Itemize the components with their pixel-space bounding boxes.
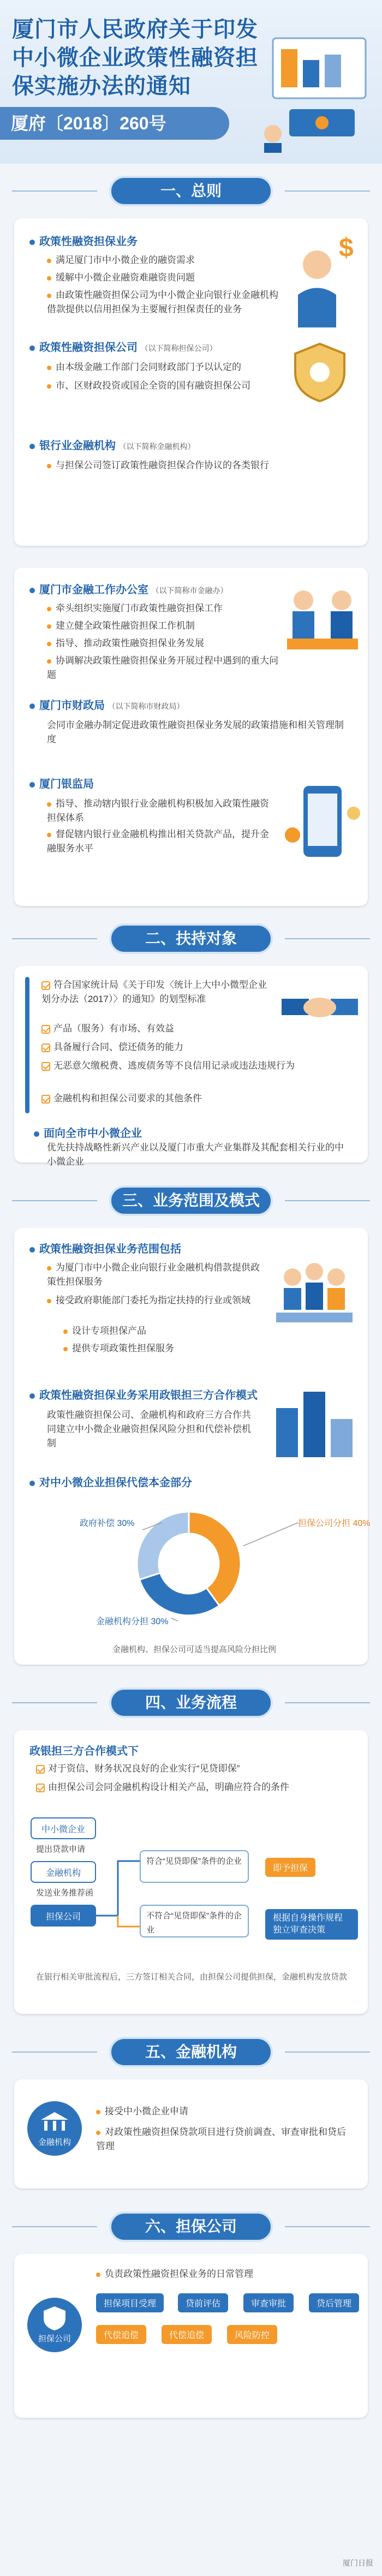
duty-tag: 贷前评估 xyxy=(178,2293,228,2312)
priority-heading: 面向全市中小微企业 xyxy=(34,1124,142,1140)
handshake-icon xyxy=(282,977,358,1042)
mode-text: 政策性融资担保公司、金融机构和政府三方合作共同建立中小微企业融资担保风险分担和代偿补偿机制 xyxy=(47,1410,251,1448)
list-item: 由政策性融资担保公司为中小微企业向银行业金融机构借款提供以信用担保为主要履行担保责任的业务 xyxy=(47,290,278,314)
pie-label: 政府补偿 30% xyxy=(80,1519,135,1528)
list-item: 协调解决政策性融资担保业务开展过程中遇到的重大问题 xyxy=(47,655,278,680)
risk-share-pie-chart xyxy=(25,1495,371,1632)
list-item: 接受政府职能部门委托为指定扶持的行业或领域 xyxy=(47,1293,265,1308)
list-item: 由本级金融工作部门会同财政部门予以认定的 xyxy=(47,360,276,374)
list-item: 牵头组织实施厦门市政策性融资担保工作 xyxy=(47,601,276,616)
duty-tag: 审查审批 xyxy=(243,2293,294,2312)
duty-tag: 风险防控 xyxy=(227,2325,277,2344)
header-banner xyxy=(0,0,382,164)
policy-guarantee-heading: 政策性融资担保业务 xyxy=(29,232,138,248)
process-footer: 在银行相关审批流程后，三方签订相关合同，由担保公司提供担保，金融机构发放贷款 xyxy=(35,1972,347,1982)
review-result: 根据自身操作规程独立审查决策 xyxy=(265,1909,358,1940)
enterprise-node: 中小微企业 xyxy=(31,1817,96,1839)
list-item: 设计专项担保产品 xyxy=(63,1324,271,1338)
list-item: 金融机构和担保公司要求的其他条件 xyxy=(41,1092,358,1106)
condition-no: 不符合“见贷即保”条件的企业 xyxy=(140,1905,249,1937)
list-item: 市、区财政投资或国企全资的国有融资担保公司 xyxy=(47,379,276,393)
list-item: 由担保公司会同金融机构设计相关产品，明确应符合的条件 xyxy=(36,1780,353,1794)
section-guarantor-title: 六、担保公司 xyxy=(0,2210,382,2243)
page-title: 厦门市人民政府关于印发中小微企业政策性融资担保实施办法的通知 xyxy=(12,17,258,98)
document-number: 厦府〔2018〕260号 xyxy=(0,107,229,140)
section-scope-title: 三、业务范围及模式 xyxy=(0,1184,382,1217)
bank-node: 金融机构 xyxy=(31,1861,96,1883)
meeting-icon xyxy=(282,579,363,660)
list-item: 指导、推动辖内银行业金融机构积极加入政策性融资担保体系 xyxy=(47,798,269,823)
process-card xyxy=(14,1730,368,2014)
pie-leader-line xyxy=(243,1523,298,1546)
section-general-title: 一、总则 xyxy=(0,175,382,207)
pie-slice xyxy=(189,1512,241,1606)
cbrc-heading: 厦门银监局 xyxy=(29,775,94,791)
process-lead: 政银担三方合作模式下 xyxy=(29,1745,139,1757)
general-definitions-card xyxy=(14,218,368,546)
priority-text: 优先扶持战略性新兴产业以及厦门市重大产业集群及其配套相关行业的中小微企业 xyxy=(47,1142,344,1167)
list-item: 对于资信、财务状况良好的企业实行“见贷即保” xyxy=(36,1762,353,1776)
duty-tag: 贷后管理 xyxy=(309,2293,359,2312)
duty-tag: 担保项目受理 xyxy=(96,2293,164,2312)
list-item: 无恶意欠缴税费、逃废债务等不良信用记录或违法违规行为 xyxy=(41,1059,358,1073)
list-item: 为厦门市中小微企业向银行业金融机构借款提供政策性担保服务 xyxy=(47,1262,260,1287)
pie-label: 担保公司分担 40% xyxy=(298,1519,371,1528)
condition-ok: 符合“见贷即保”条件的企业 xyxy=(140,1850,249,1883)
list-item: 会同市金融办制定促进政策性融资担保业务发展的政策措施和相关管理制度 xyxy=(47,720,344,744)
agencies-card xyxy=(14,568,368,906)
list-item: 符合国家统计局《关于印发〈统计上大中小微型企业划分办法（2017）〉的通知》的划型标准 xyxy=(41,980,267,1004)
list-item: 建立健全政策性融资担保工作机制 xyxy=(47,619,276,633)
flow-arrows xyxy=(96,1828,140,1937)
city-icon xyxy=(271,1386,358,1457)
list-item: 具备履行合同、偿还债务的能力 xyxy=(41,1040,271,1054)
guarantor-card xyxy=(14,2254,368,2418)
svg-text:$: $ xyxy=(339,234,354,263)
shield-icon xyxy=(287,338,353,404)
duty-tag: 代偿追偿 xyxy=(96,2325,146,2344)
guarantor-node: 担保公司 xyxy=(31,1905,96,1927)
scope-heading: 政策性融资担保业务范围包括 xyxy=(29,1240,181,1256)
list-item: 督促辖内银行业金融机构推出相关贷款产品，提升金融服务水平 xyxy=(47,829,269,854)
section-targets-title: 二、扶持对象 xyxy=(0,922,382,955)
recommend-label: 发送业务推荐函 xyxy=(36,1888,94,1898)
businessman-icon xyxy=(287,235,358,327)
pie-label: 金融机构分担 30% xyxy=(96,1617,169,1626)
list-item: 提供专项政策性担保服务 xyxy=(63,1341,271,1356)
share-note: 金融机构、担保公司可适当提高风险分担比例 xyxy=(112,1645,276,1654)
pie-leader-line xyxy=(171,1618,178,1621)
duty-tag: 代偿追偿 xyxy=(162,2325,212,2344)
approve-result: 即予担保 xyxy=(265,1858,315,1877)
targets-card xyxy=(14,966,368,1167)
header-illustration xyxy=(256,16,377,153)
bank-card xyxy=(14,2079,368,2189)
list-item: 满足厦门市中小微企业的融资需求 xyxy=(47,253,276,267)
phone-icon xyxy=(282,780,363,868)
list-item: 缓解中小微企业融资难融资贵问题 xyxy=(47,271,276,285)
bank-institution-heading: 银行业金融机构 （以下简称金融机构） xyxy=(29,437,195,452)
section-bank-title: 五、金融机构 xyxy=(0,2036,382,2068)
bank-icon: 金融机构 xyxy=(27,2101,82,2156)
list-item: 指导、推动政策性融资担保业务发展 xyxy=(47,636,276,651)
guarantor-lead: 负责政策性融资担保业务的日常管理 xyxy=(96,2267,353,2281)
footer-logo: 厦门日报 xyxy=(343,2559,373,2567)
shield-icon: 担保公司 xyxy=(27,2298,82,2352)
list-item: 接受中小微企业申请 xyxy=(96,2104,353,2119)
pie-slice xyxy=(137,1512,189,1579)
share-heading: 对中小微企业担保代偿本金部分 xyxy=(29,1474,192,1489)
list-item: 对政策性融资担保贷款项目进行贷前调查、审查审批和贷后管理 xyxy=(96,2127,346,2151)
pie-slice xyxy=(140,1573,219,1615)
list-item: 与担保公司签订政策性融资担保合作协议的各类银行 xyxy=(47,458,353,473)
list-item: 产品（服务）有市场、有效益 xyxy=(41,1022,271,1036)
finance-office-heading: 厦门市金融工作办公室 （以下简称市金融办） xyxy=(29,581,228,597)
mode-heading: 政策性融资担保业务采用政银担三方合作模式 xyxy=(29,1386,258,1402)
finance-bureau-heading: 厦门市财政局 （以下简称市财政局） xyxy=(29,696,184,712)
section-process-title: 四、业务流程 xyxy=(0,1686,382,1719)
team-icon xyxy=(271,1250,358,1348)
scope-card xyxy=(14,1228,371,1665)
apply-label: 提出贷款申请 xyxy=(36,1845,86,1854)
guarantee-company-heading: 政策性融资担保公司 （以下简称担保公司） xyxy=(29,338,217,354)
